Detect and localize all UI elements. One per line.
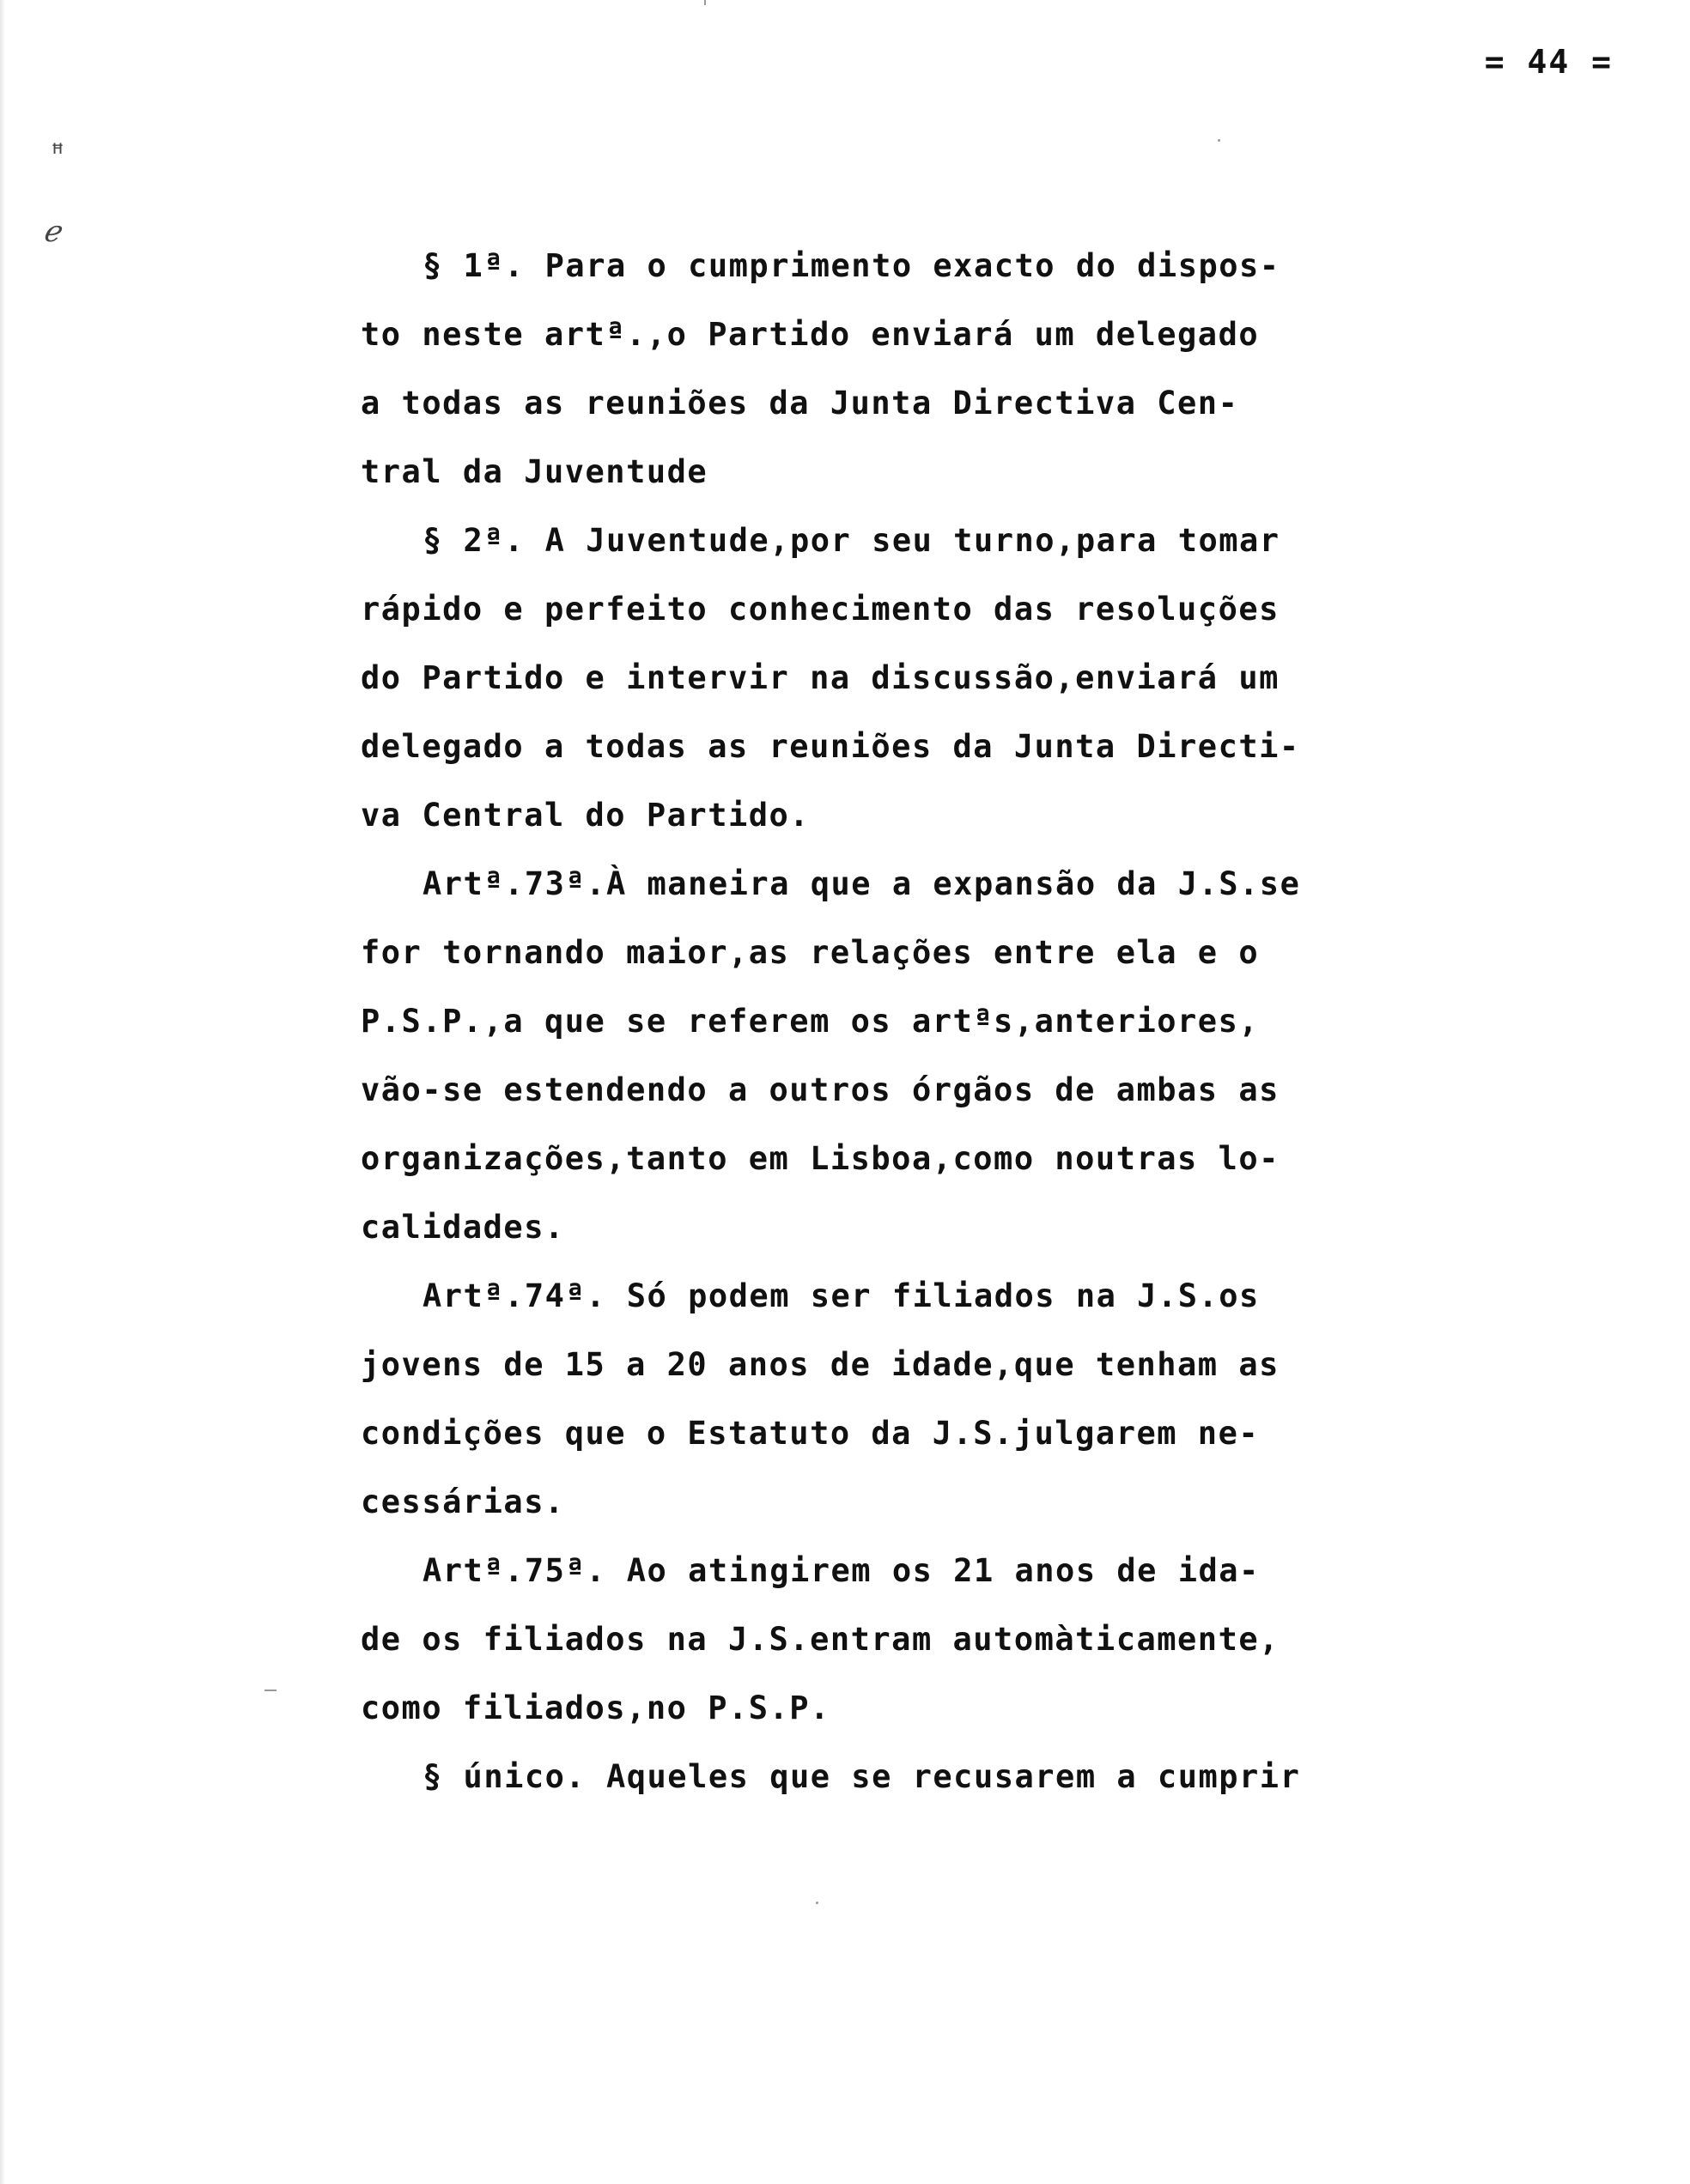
text-line: § 2ª. A Juventude,por seu turno,para tomar [422,522,1280,559]
text-line: organizações,tanto em Lisboa,como noutras lo- [361,1140,1280,1177]
margin-mark: ℯ [43,215,61,249]
scan-speck [1218,139,1220,142]
text-line: cessárias. [361,1483,565,1520]
text-line: Artª.73ª.À maneira que a expansão da J.S.se [422,865,1301,902]
scan-speck [704,0,706,5]
typed-text-body [361,232,1443,1811]
text-line: § único. Aqueles que se recusarem a cumprir [422,1758,1301,1795]
text-line: § 1ª. Para o cumprimento exacto do dispos- [422,247,1280,284]
text-line: delegado a todas as reuniões da Junta Directi- [361,728,1300,765]
scan-edge-shadow [0,0,5,2184]
scan-speck [816,1902,818,1904]
text-line: to neste artª.,o Partido enviará um delegado [361,316,1260,353]
text-line: rápido e perfeito conhecimento das resoluções [361,591,1280,628]
text-line: como filiados,no P.S.P. [361,1690,830,1726]
text-line: do Partido e intervir na discussão,enviará um [361,659,1280,696]
text-line: condições que o Estatuto da J.S.julgarem ne- [361,1415,1260,1452]
text-line: Artª.75ª. Ao atingirem os 21 anos de ida- [422,1552,1260,1589]
text-line: P.S.P.,a que se referem os artªs,anteriores, [361,1003,1260,1040]
text-line: vão-se estendendo a outros órgãos de ambas as [361,1071,1280,1108]
text-line: de os filiados na J.S.entram automàticamente, [361,1621,1280,1658]
text-line: jovens de 15 a 20 anos de idade,que tenham as [361,1346,1280,1383]
page-number: = 44 = [1484,43,1613,81]
scan-speck [264,1690,277,1691]
text-line: Artª.74ª. Só podem ser filiados na J.S.os [422,1277,1260,1314]
text-line: tral da Juventude [361,453,708,490]
text-line: calidades. [361,1209,565,1246]
text-line: for tornando maior,as relações entre ela e o [361,934,1260,971]
margin-mark: ꟸ [50,139,66,169]
text-line: va Central do Partido. [361,797,811,834]
text-line: a todas as reuniões da Junta Directiva Cen- [361,385,1239,422]
